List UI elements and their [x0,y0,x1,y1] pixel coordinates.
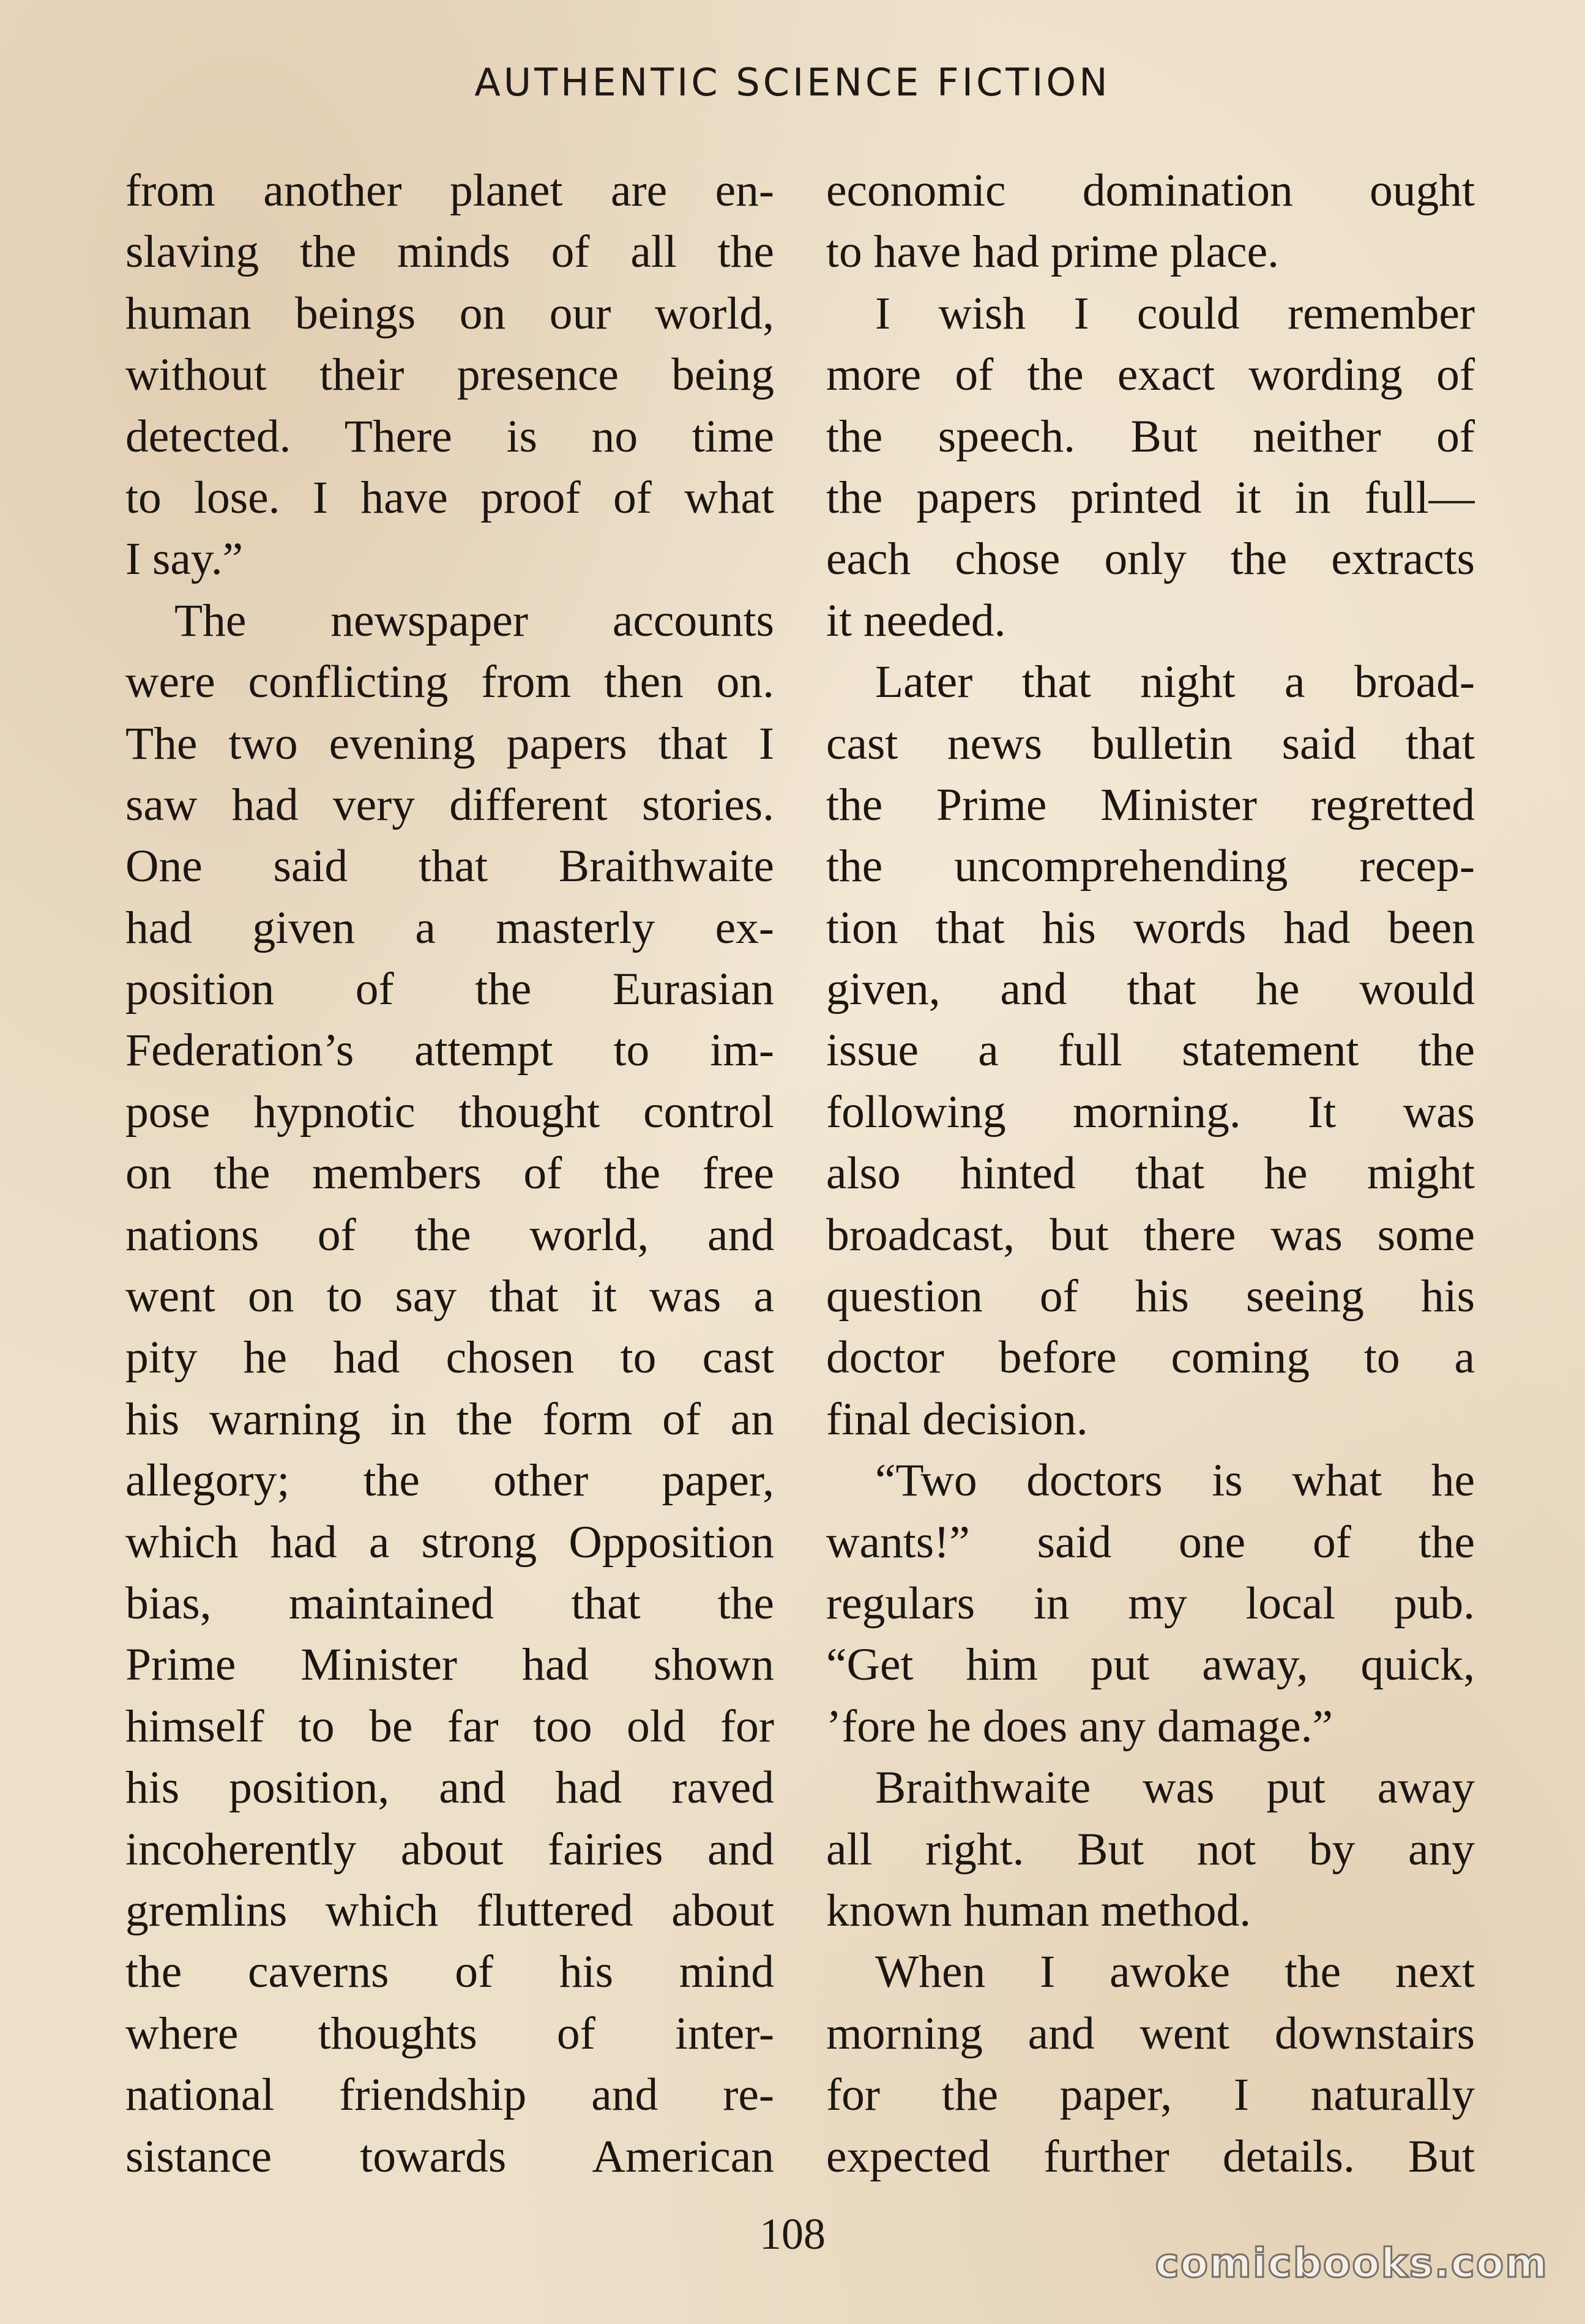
text-line: I wish I could remember [875,288,1475,339]
text-line: allegory; the other paper, [125,1455,774,1507]
right-text-column [826,160,1475,2188]
text-line: national friendship and re- [125,2069,774,2121]
text-line: following morning. It was [826,1086,1475,1138]
text-line: the uncomprehending recep- [826,841,1475,892]
text-line: known human method. [826,1885,1251,1936]
text-line: for the paper, I naturally [826,2069,1475,2121]
text-line: position of the Eurasian [125,964,774,1015]
running-head: AUTHENTIC SCIENCE FICTION [474,60,1111,105]
text-line: had given a masterly ex- [125,902,774,953]
text-line: morning and went downstairs [826,2008,1475,2059]
text-line: given, and that he would [826,964,1475,1015]
text-line: where thoughts of inter- [125,2008,774,2059]
text-line: question of his seeing his [826,1271,1475,1322]
left-text-column [125,160,774,2188]
text-line: wants!” said one of the [826,1516,1475,1568]
text-line: “Two doctors is what he [875,1455,1475,1507]
text-line: gremlins which fluttered about [125,1885,774,1936]
text-line: to have had prime place. [826,226,1279,278]
text-line: himself to be far too old for [125,1700,774,1752]
text-line: expected further details. But [826,2131,1475,2182]
text-line: to lose. I have proof of what [125,472,774,523]
text-line: detected. There is no time [125,411,774,462]
text-line: tion that his words had been [826,902,1475,953]
text-line: slaving the minds of all the [125,226,774,278]
text-line: more of the exact wording of [826,349,1475,401]
text-line: went on to say that it was a [125,1271,774,1322]
text-line: from another planet are en- [125,165,774,216]
text-line: issue a full statement the [826,1025,1475,1076]
text-line: The newspaper accounts [174,595,774,646]
text-line: Later that night a broad- [875,657,1475,708]
text-line: The two evening papers that I [125,718,774,769]
text-line: without their presence being [125,349,774,401]
text-line: the caverns of his mind [125,1946,774,1998]
text-line: Braithwaite was put away [875,1762,1475,1814]
text-line: broadcast, but there was some [826,1209,1475,1261]
text-line: each chose only the extracts [826,534,1475,585]
text-line: doctor before coming to a [826,1332,1475,1384]
text-line: pose hypnotic thought control [125,1086,774,1138]
text-line: the papers printed it in full— [826,472,1475,523]
text-line: which had a strong Opposition [125,1516,774,1568]
text-line: it needed. [826,595,1006,646]
text-line: all right. But not by any [826,1823,1475,1875]
watermark-logo: comicbooks.com [1155,2240,1548,2287]
text-line: incoherently about fairies and [125,1823,774,1875]
text-line: the speech. But neither of [826,411,1475,462]
text-line: I say.” [125,534,244,585]
text-line: on the members of the free [125,1148,774,1199]
text-line: bias, maintained that the [125,1577,774,1629]
text-line: “Get him put away, quick, [826,1639,1475,1691]
text-line: were conflicting from then on. [125,657,774,708]
text-line: saw had very different stories. [125,779,774,830]
text-line: Prime Minister had shown [125,1639,774,1691]
text-line: sistance towards American [125,2131,774,2182]
page-number: 108 [759,2210,826,2259]
text-line: final decision. [826,1393,1088,1445]
text-line: also hinted that he might [826,1148,1475,1199]
text-line: cast news bulletin said that [826,718,1475,769]
text-line: pity he had chosen to cast [125,1332,774,1384]
text-line: the Prime Minister regretted [826,779,1475,830]
text-line: his warning in the form of an [125,1393,774,1445]
text-line: ’fore he does any damage.” [826,1700,1333,1752]
text-line: his position, and had raved [125,1762,774,1814]
text-line: Federation’s attempt to im- [125,1025,774,1076]
text-line: human beings on our world, [125,288,774,339]
text-line: When I awoke the next [875,1946,1475,1998]
text-line: One said that Braithwaite [125,841,774,892]
text-line: nations of the world, and [125,1209,774,1261]
text-line: regulars in my local pub. [826,1577,1475,1629]
text-line: economic domination ought [826,165,1475,216]
